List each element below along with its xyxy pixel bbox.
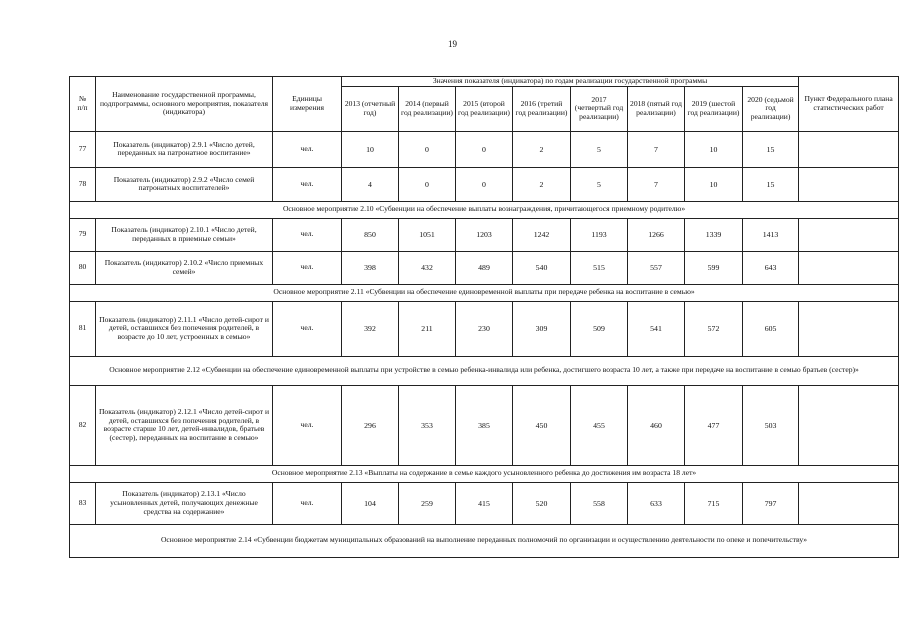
header-values-span: Значения показателя (индикатора) по годам реализации государственной программы (342, 77, 799, 87)
section-row (70, 201, 899, 218)
unit-cell: чел. (273, 251, 342, 284)
federal-plan-cell (799, 385, 899, 465)
value-2019: 477 (685, 385, 743, 465)
federal-plan-cell (799, 301, 899, 356)
value-2013: 398 (342, 251, 399, 284)
header-year-2013: 2013 (отчетный год) (342, 86, 399, 131)
value-2013: 10 (342, 131, 399, 167)
header-year-2017: 2017 (четвертый год реализации) (571, 86, 628, 131)
value-2017: 558 (571, 482, 628, 524)
value-2020: 1413 (743, 218, 799, 251)
table-row (70, 131, 899, 167)
header-year-2018: 2018 (пятый год реализации) (628, 86, 685, 131)
value-2017: 515 (571, 251, 628, 284)
header-year-2020: 2020 (седьмой год реализации) (743, 86, 799, 131)
value-2016: 309 (513, 301, 571, 356)
value-2016: 450 (513, 385, 571, 465)
unit-cell: чел. (273, 385, 342, 465)
header-year-2016: 2016 (третий год реализации) (513, 86, 571, 131)
row-number: 79 (70, 218, 96, 251)
indicator-name: Показатель (индикатор) 2.12.1 «Число детей-сирот и детей, оставшихся без попечения родителей, в возрасте старше 10 лет, детей-инвалидов, братьев (сестер), переданных на воспитание в семью» (96, 385, 273, 465)
section-title-2-11: Основное мероприятие 2.11 «Субвенции на обеспечение единовременной выплаты при передаче ребенка на воспитание в семью» (70, 284, 899, 301)
table-row (70, 218, 899, 251)
value-2016: 2 (513, 167, 571, 201)
header-federal-plan: Пункт Федерального плана статистических работ (799, 77, 899, 132)
federal-plan-cell (799, 251, 899, 284)
value-2014: 259 (399, 482, 456, 524)
value-2016: 1242 (513, 218, 571, 251)
value-2017: 5 (571, 131, 628, 167)
header-no: № п/п (70, 77, 96, 132)
federal-plan-cell (799, 167, 899, 201)
header-name: Наименование государственной программы, подпрограммы, основного мероприятия, показателя (индикатора) (96, 77, 273, 132)
value-2019: 10 (685, 131, 743, 167)
row-number: 82 (70, 385, 96, 465)
value-2019: 572 (685, 301, 743, 356)
section-title-2-10: Основное мероприятие 2.10 «Субвенции на обеспечение выплаты вознаграждения, причитающегося приемному родителю» (70, 201, 899, 218)
header-year-2014: 2014 (первый год реализации) (399, 86, 456, 131)
section-title-2-12: Основное мероприятие 2.12 «Субвенции на обеспечение единовременной выплаты при устройстве в семью ребенка-инвалида или ребенка, достигшего возраста 10 лет, а также при передаче на воспитание в семью братьев (сестер)» (70, 356, 899, 385)
value-2013: 104 (342, 482, 399, 524)
value-2017: 455 (571, 385, 628, 465)
value-2017: 1193 (571, 218, 628, 251)
value-2014: 0 (399, 131, 456, 167)
value-2020: 605 (743, 301, 799, 356)
federal-plan-cell (799, 131, 899, 167)
value-2016: 2 (513, 131, 571, 167)
value-2015: 385 (456, 385, 513, 465)
value-2020: 15 (743, 167, 799, 201)
value-2013: 392 (342, 301, 399, 356)
value-2017: 509 (571, 301, 628, 356)
value-2014: 1051 (399, 218, 456, 251)
table-row (70, 167, 899, 201)
value-2015: 0 (456, 167, 513, 201)
value-2018: 633 (628, 482, 685, 524)
table-row (70, 301, 899, 356)
federal-plan-cell (799, 218, 899, 251)
value-2015: 1203 (456, 218, 513, 251)
table-row (70, 251, 899, 284)
value-2020: 797 (743, 482, 799, 524)
unit-cell: чел. (273, 301, 342, 356)
value-2013: 4 (342, 167, 399, 201)
indicator-table (69, 76, 899, 558)
value-2015: 415 (456, 482, 513, 524)
value-2018: 1266 (628, 218, 685, 251)
value-2018: 541 (628, 301, 685, 356)
section-title-2-13: Основное мероприятие 2.13 «Выплаты на содержание в семье каждого усыновленного ребенка до достижения им возраста 18 лет» (70, 465, 899, 482)
indicator-name: Показатель (индикатор) 2.11.1 «Число детей-сирот и детей, оставшихся без попечения родителей, в возрасте до 10 лет, устроенных в семью» (96, 301, 273, 356)
section-title-2-14: Основное мероприятие 2.14 «Субвенции бюджетам муниципальных образований на выполнение переданных полномочий по организации и осуществлению деятельности по опеке и попечительству» (70, 524, 899, 557)
value-2015: 489 (456, 251, 513, 284)
value-2016: 520 (513, 482, 571, 524)
indicator-name: Показатель (индикатор) 2.9.2 «Число семей патронатных воспитателей» (96, 167, 273, 201)
federal-plan-cell (799, 482, 899, 524)
indicator-name: Показатель (индикатор) 2.13.1 «Число усыновленных детей, получающих денежные средства на содержание» (96, 482, 273, 524)
unit-cell: чел. (273, 131, 342, 167)
table-row (70, 482, 899, 524)
value-2019: 10 (685, 167, 743, 201)
page-number: 19 (448, 39, 457, 49)
value-2016: 540 (513, 251, 571, 284)
row-number: 80 (70, 251, 96, 284)
table-row (70, 385, 899, 465)
value-2013: 296 (342, 385, 399, 465)
value-2020: 503 (743, 385, 799, 465)
value-2018: 557 (628, 251, 685, 284)
value-2014: 432 (399, 251, 456, 284)
row-number: 81 (70, 301, 96, 356)
row-number: 77 (70, 131, 96, 167)
unit-cell: чел. (273, 167, 342, 201)
value-2019: 715 (685, 482, 743, 524)
indicator-name: Показатель (индикатор) 2.10.1 «Число детей, переданных в приемные семьи» (96, 218, 273, 251)
value-2018: 460 (628, 385, 685, 465)
value-2014: 211 (399, 301, 456, 356)
value-2014: 353 (399, 385, 456, 465)
header-year-2019: 2019 (шестой год реализации) (685, 86, 743, 131)
value-2018: 7 (628, 131, 685, 167)
indicator-name: Показатель (индикатор) 2.9.1 «Число детей, переданных на патронатное воспитание» (96, 131, 273, 167)
value-2015: 230 (456, 301, 513, 356)
value-2014: 0 (399, 167, 456, 201)
section-row (70, 356, 899, 385)
indicator-name: Показатель (индикатор) 2.10.2 «Число приемных семей» (96, 251, 273, 284)
value-2019: 599 (685, 251, 743, 284)
value-2018: 7 (628, 167, 685, 201)
row-number: 78 (70, 167, 96, 201)
table-header-row (70, 77, 899, 87)
header-unit: Единицы измерения (273, 77, 342, 132)
section-row (70, 465, 899, 482)
unit-cell: чел. (273, 482, 342, 524)
unit-cell: чел. (273, 218, 342, 251)
value-2020: 15 (743, 131, 799, 167)
row-number: 83 (70, 482, 96, 524)
header-year-2015: 2015 (второй год реализации) (456, 86, 513, 131)
section-row (70, 524, 899, 557)
value-2017: 5 (571, 167, 628, 201)
value-2015: 0 (456, 131, 513, 167)
value-2013: 850 (342, 218, 399, 251)
value-2020: 643 (743, 251, 799, 284)
section-row (70, 284, 899, 301)
value-2019: 1339 (685, 218, 743, 251)
